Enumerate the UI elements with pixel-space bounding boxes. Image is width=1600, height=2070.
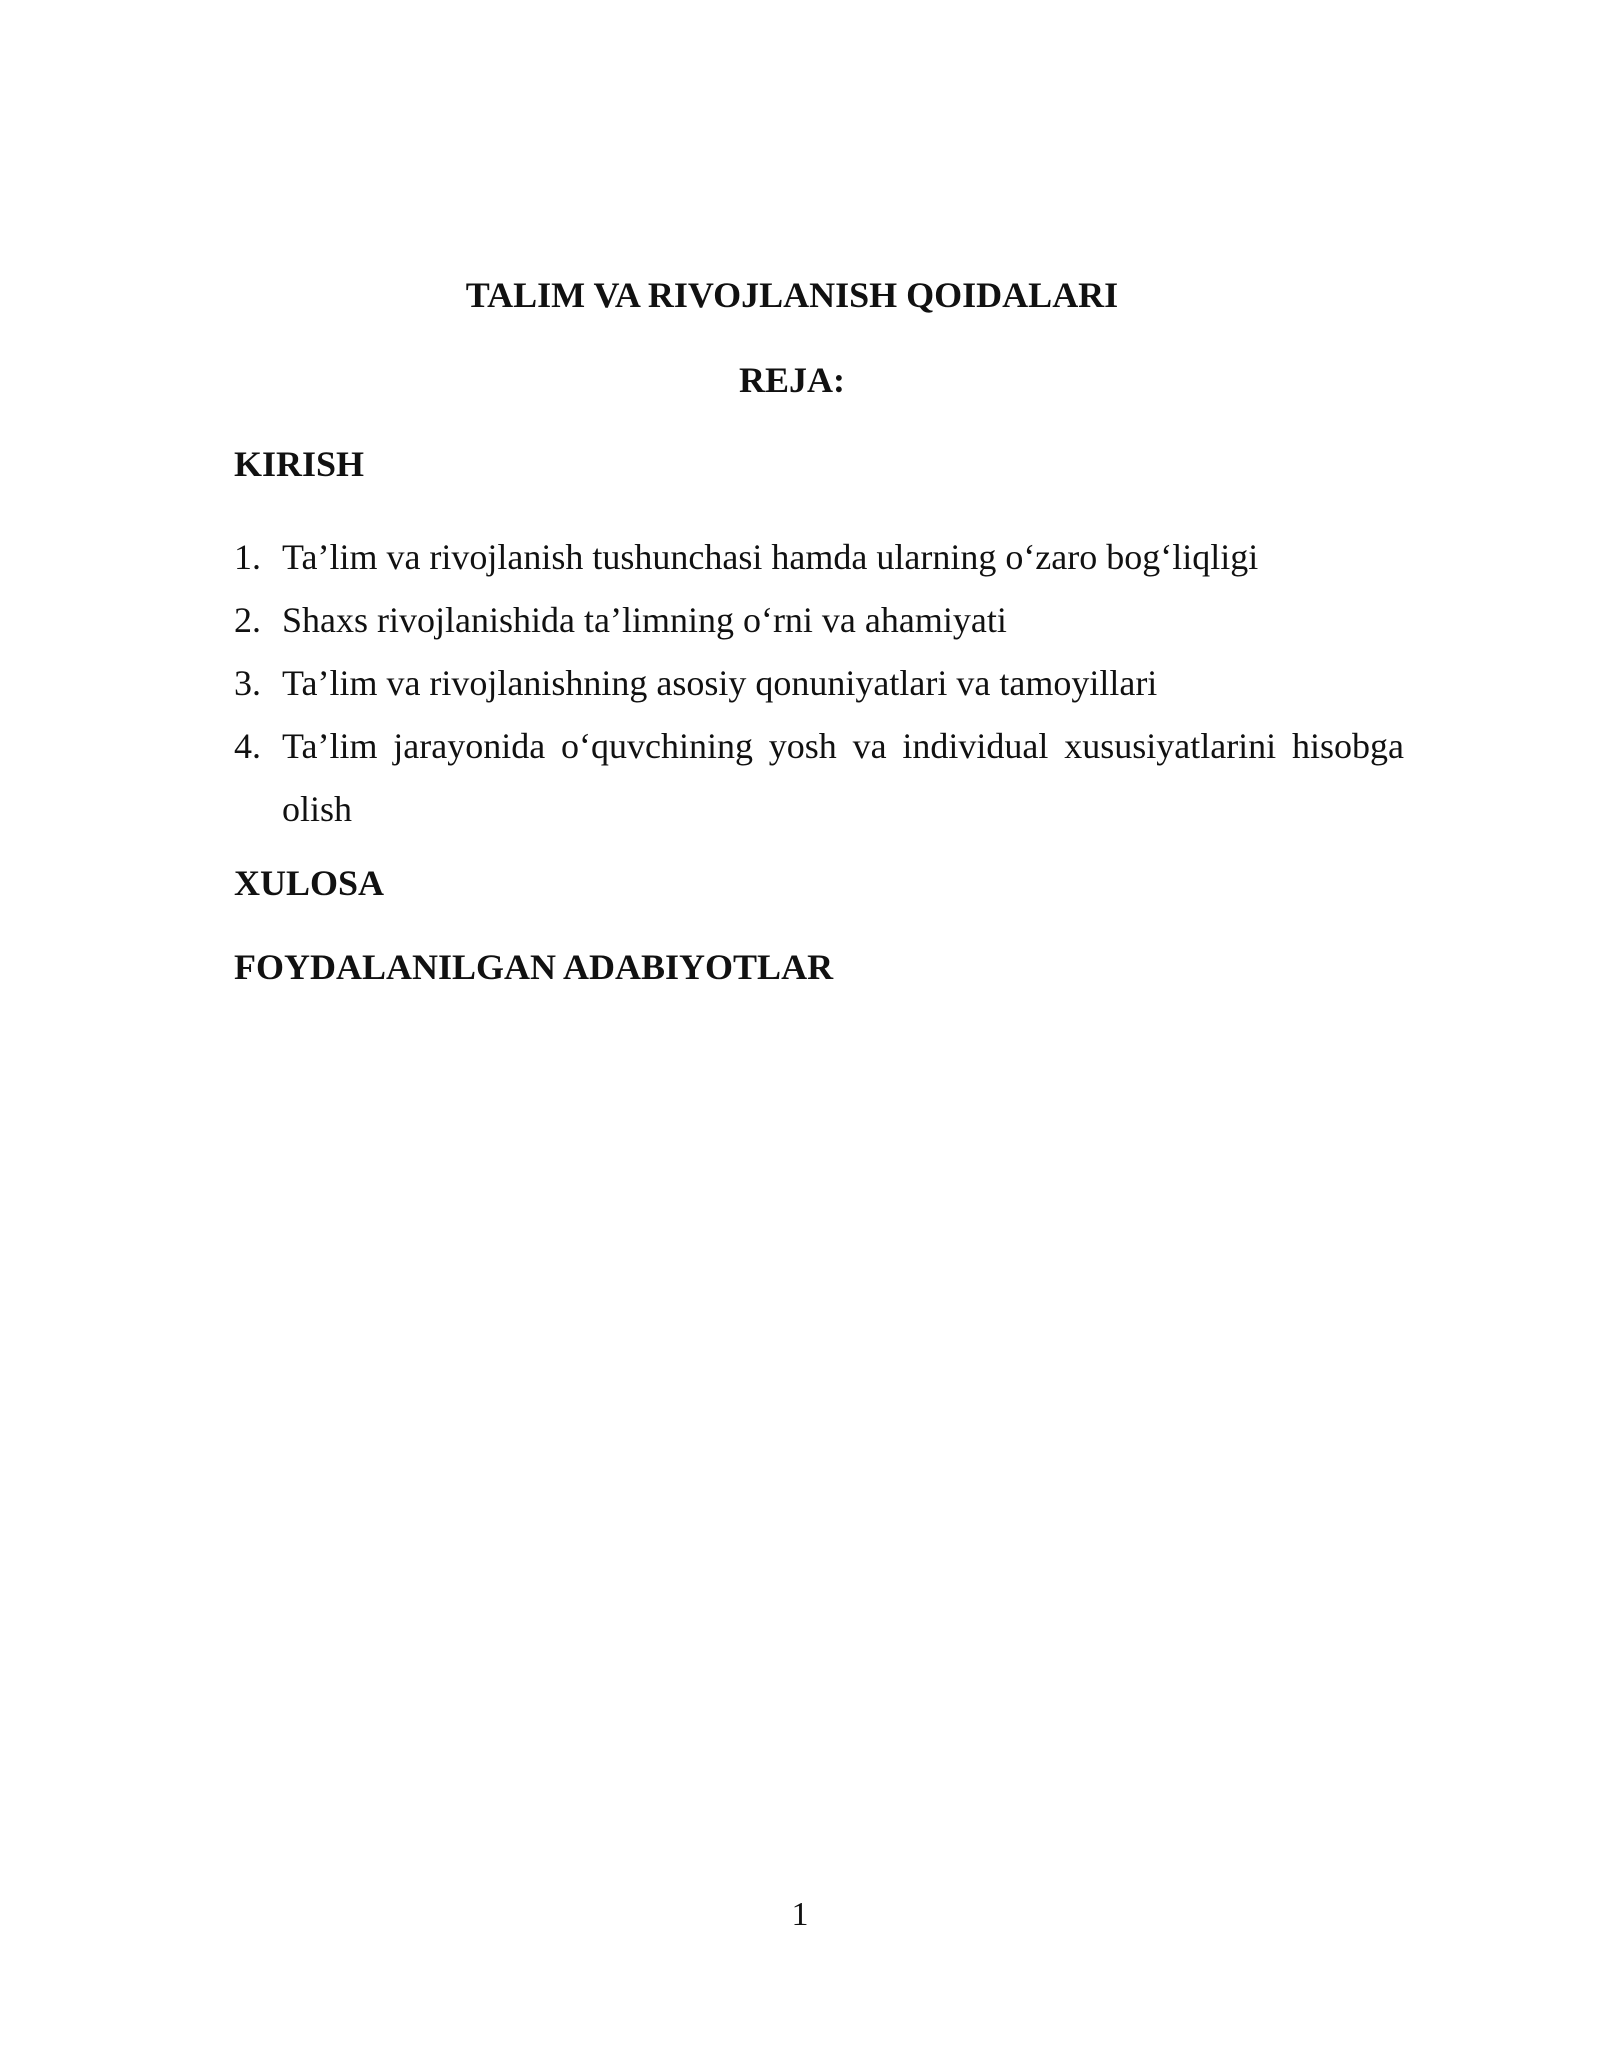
plan-item-text: Shaxs rivojlanishida ta’limning o‘rni va ahamiyati [282,600,1007,640]
plan-item [234,715,1404,841]
plan-list [234,526,1404,841]
plan-item-number: 4. [234,726,261,766]
conclusion-heading: XULOSA [234,863,385,903]
plan-item [234,589,1404,652]
references-heading: FOYDALANILGAN ADABIYOTLAR [234,947,834,987]
plan-item-text: Ta’lim va rivojlanishning asosiy qonuniyatlari va tamoyillari [282,663,1158,703]
plan-item [234,652,1404,715]
plan-item-text: Ta’lim va rivojlanish tushunchasi hamda ularning o‘zaro bog‘liqligi [282,537,1259,577]
intro-heading: KIRISH [234,444,365,484]
page-number: 1 [791,1896,809,1933]
plan-item-number: 2. [234,600,261,640]
plan-heading: REJA: [739,360,845,400]
plan-item [234,526,1404,589]
plan-item-number: 1. [234,537,261,577]
plan-item-number: 3. [234,663,261,703]
document-title: TALIM VA RIVOJLANISH QOIDALARI [465,275,1119,315]
plan-item-text: Ta’lim jarayonida o‘quvchining yosh va individual xususiyatlarini hisobga olish [282,726,1404,829]
